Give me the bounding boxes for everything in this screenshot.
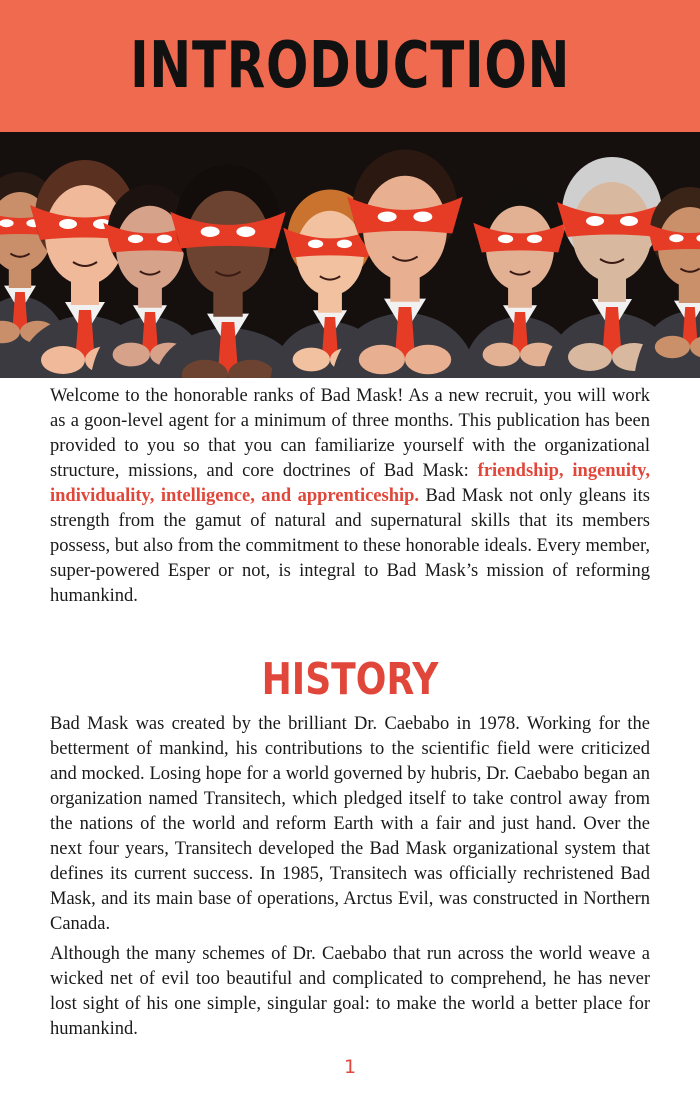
intro-text-after: Bad Mask not only gleans its strength from the gamut of natural and supernatural skills that its members possess, but also from the commitment to these honorable ideals. Every member, super-powered Esper or not, is integral to Bad Mask’s mission of reforming humankind. <box>50 486 650 606</box>
history-paragraph-2: Although the many schemes of Dr. Caebabo that run across the world weave a wicked net of evil too beautiful and complicated to comprehend, he has never lost sight of his one simple, singular goal: to make the world a better place for humankind. <box>50 944 650 1039</box>
doctrines-highlight: friendship, ingenuity, individuality, intelligence, and apprenticeship. <box>50 461 651 506</box>
history-heading: HISTORY <box>261 654 439 705</box>
header-banner <box>0 0 700 132</box>
intro-paragraph <box>50 384 650 609</box>
illustration-art <box>0 132 700 378</box>
intro-text-before: Welcome to the honorable ranks of Bad Mask! As a new recruit, you will work as a goon-level agent for a minimum of three months. This publication has been provided to you so that you can familiarize yourself with the organizational structure, missions, and core doctrines of Bad Mask: <box>50 386 650 481</box>
history-paragraph-1: Bad Mask was created by the brilliant Dr. Caebabo in 1978. Working for the betterment of mankind, his contributions to the scientific field were criticized and mocked. Losing hope for a world governed by hubris, Dr. Caebabo began an organization named Transitech, which pledged itself to take control away from the nations of the world and reform Earth with a fair and just hand. Over the next four years, Transitech developed the Bad Mask organizational system that defines its current success. In 1985, Transitech was officially rechristened Bad Mask, and its main base of operations, Arctus Evil, was constructed in Northern Canada. <box>50 714 650 934</box>
page-number: 1 <box>343 1056 357 1078</box>
masked-crowd-illustration <box>0 132 700 378</box>
page-title: INTRODUCTION <box>129 29 571 103</box>
